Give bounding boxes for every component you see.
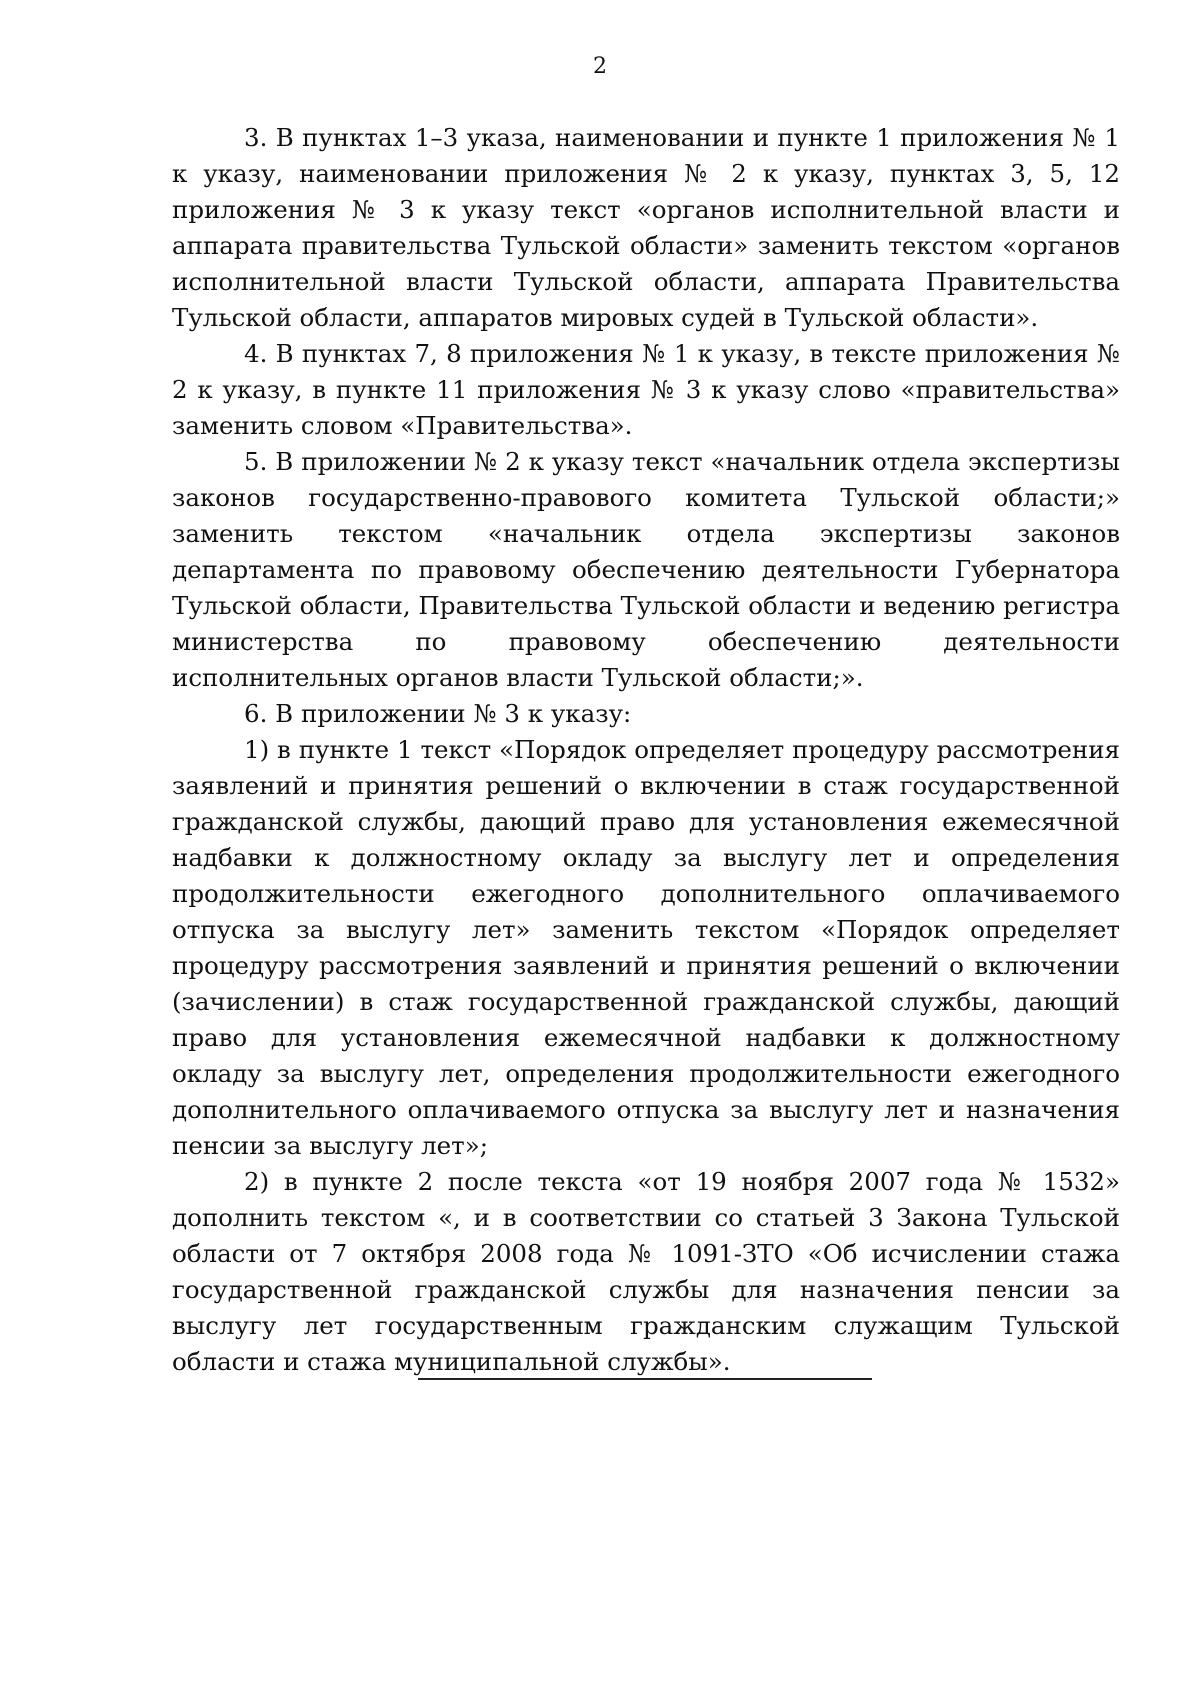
paragraph-item-6: 6. В приложении № 3 к указу: [244, 699, 632, 728]
document-body [172, 120, 1120, 1380]
paragraph-item-5: 5. В приложении № 2 к указу текст «начальник отдела экспертизы законов государственно-правового комитета Тульской области;» заменить текстом «начальник отдела экспертизы законов департамента по правовому обеспечению деятельности Губернатора Тульской области, Правительства Тульской области и ведению регистра министерства по правовому обеспечению деятельности исполнительных органов власти Тульской области;». [172, 447, 1120, 692]
subparagraph-2: 2) в пункте 2 после текста «от 19 ноября 2007 года № 1532» дополнить текстом «, и в соответствии со статьей 3 Закона Тульской области от 7 октября 2008 года № 1091-ЗТО «Об исчислении стажа государственной гражданской службы для назначения пенсии за выслугу лет государственным гражданским служащим Тульской области и стажа муниципальной службы». [172, 1167, 1120, 1376]
paragraph-item-4: 4. В пунктах 7, 8 приложения № 1 к указу, в тексте приложения № 2 к указу, в пункте 11 приложения № 3 к указу слово «правительства» заменить словом «Правительства». [172, 339, 1120, 440]
subparagraph-1: 1) в пункте 1 текст «Порядок определяет процедуру рассмотрения заявлений и принятия решений о включении в стаж государственной гражданской службы, дающий право для установления ежемесячной надбавки к должностному окладу за выслугу лет и определения продолжительности ежегодного дополнительного оплачиваемого отпуска за выслугу лет» заменить текстом «Порядок определяет процедуру рассмотрения заявлений и принятия решений о включении (зачислении) в стаж государственной гражданской службы, дающий право для установления ежемесячной надбавки к должностному окладу за выслугу лет, определения продолжительности ежегодного дополнительного оплачиваемого отпуска за выслугу лет и назначения пенсии за выслугу лет»; [172, 735, 1120, 1160]
paragraph-item-3: 3. В пунктах 1–3 указа, наименовании и пункте 1 приложения № 1 к указу, наименовании приложения № 2 к указу, пунктах 3, 5, 12 приложения № 3 к указу текст «органов исполнительной власти и аппарата правительства Тульской области» заменить текстом «органов исполнительной власти Тульской области, аппарата Правительства Тульской области, аппаратов мировых судей в Тульской области». [172, 123, 1120, 332]
end-of-document-rule [418, 1378, 872, 1380]
page-number: 2 [593, 54, 607, 79]
